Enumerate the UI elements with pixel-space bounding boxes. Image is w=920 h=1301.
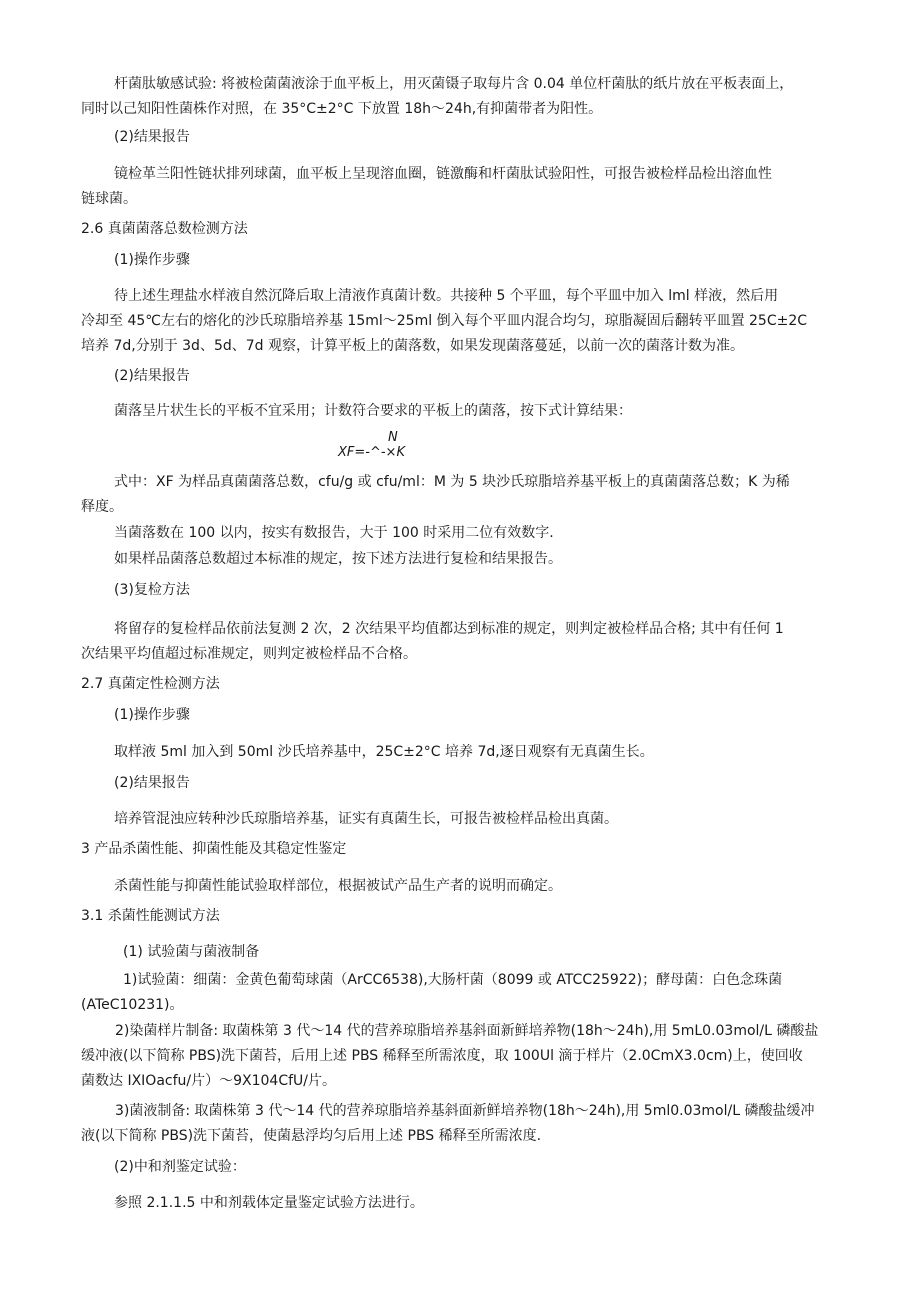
paragraph-line: 菌落呈片状生长的平板不宜采用；计数符合要求的平板上的菌落，按下式计算结果： xyxy=(114,403,632,419)
paragraph-line: 培养管混浊应转种沙氏琼脂培养基，证实有真菌生长，可报告被检样品检出真菌。 xyxy=(114,811,618,827)
subheading: (1)操作步骤 xyxy=(114,707,190,723)
paragraph-line: (ATeC10231)。 xyxy=(81,997,184,1013)
subheading: (1) 试验菌与菌液制备 xyxy=(123,944,260,960)
paragraph-line: 培养 7d,分别于 3d、5d、7d 观察，计算平板上的菌落数，如果发现菌落蔓延，以前一次的菌落计数为准。 xyxy=(81,338,744,354)
subheading: (3)复检方法 xyxy=(114,582,190,598)
section-heading: 3.1 杀菌性能测试方法 xyxy=(81,908,220,924)
paragraph-line: 菌数达 IXIOacfu/片）～9X104CfU/片。 xyxy=(81,1073,337,1089)
paragraph-line: 如果样品菌落总数超过本标准的规定，按下述方法进行复检和结果报告。 xyxy=(114,551,562,567)
paragraph-line: 式中：XF 为样品真菌菌落总数，cfu/g 或 cfu/ml：M 为 5 块沙氏琼脂培养基平板上的真菌菌落总数；K 为稀 xyxy=(114,474,790,490)
paragraph-line: 当菌落数在 100 以内，按实有数报告，大于 100 时采用二位有效数字. xyxy=(114,525,554,541)
formula-numerator: N xyxy=(388,430,398,445)
paragraph-line: 将留存的复检样品依前法复测 2 次，2 次结果平均值都达到标准的规定，则判定被检样品合格; 其中有任何 1 xyxy=(114,621,784,637)
paragraph-line: 参照 2.1.1.5 中和剂载体定量鉴定试验方法进行。 xyxy=(114,1195,424,1211)
paragraph-line: 冷却至 45℃左右的熔化的沙氏琼脂培养基 15ml～25ml 倒入每个平皿内混合均匀，琼脂凝固后翻转平皿置 25C±2C xyxy=(81,313,808,329)
paragraph-line: 同时以己知阳性菌株作对照，在 35°C±2°C 下放置 18h～24h,有抑菌带者为阳性。 xyxy=(81,101,603,117)
formula xyxy=(338,430,408,466)
paragraph-line: 2)染菌样片制备: 取菌株第 3 代～14 代的营养琼脂培养基斜面新鲜培养物(18h～24h),用 5mL0.03mol/L 磷酸盐 xyxy=(115,1023,819,1039)
paragraph-line: 1)试验菌：细菌：金黄色葡萄球菌（ArCC6538),大肠杆菌（8099 或 ATCC25922)；酵母菌：白色念珠菌 xyxy=(123,972,783,988)
section-heading: 2.6 真菌菌落总数检测方法 xyxy=(81,221,248,237)
paragraph-line: 杀菌性能与抑菌性能试验取样部位，根据被试产品生产者的说明而确定。 xyxy=(114,878,562,894)
paragraph-line: 取样液 5ml 加入到 50ml 沙氏培养基中，25C±2°C 培养 7d,逐日观察有无真菌生长。 xyxy=(114,744,654,760)
paragraph-line: 待上述生理盐水样液自然沉降后取上清液作真菌计数。共接种 5 个平皿，每个平皿中加入 lml 样液，然后用 xyxy=(114,288,779,304)
formula-expression: XF=-^-×K xyxy=(338,445,405,460)
paragraph-line: 缓冲液(以下简称 PBS)洗下菌苔，后用上述 PBS 稀释至所需浓度，取 100Ul 滴于样片（2.0CmX3.0cm)上，使回收 xyxy=(81,1048,803,1064)
paragraph-line: 3)菌液制备: 取菌株第 3 代～14 代的营养琼脂培养基斜面新鲜培养物(18h～24h),用 5ml0.03mol/L 磷酸盐缓冲 xyxy=(115,1103,815,1119)
subheading: (2)结果报告 xyxy=(114,775,190,791)
subheading: (2)中和剂鉴定试验： xyxy=(114,1159,246,1175)
paragraph-line: 镜检革兰阳性链状排列球菌，血平板上呈现溶血圈，链激酶和杆菌肽试验阳性，可报告被检样品检出溶血性 xyxy=(114,166,772,182)
paragraph-line: 液(以下简称 PBS)洗下菌苔，使菌悬浮均匀后用上述 PBS 稀释至所需浓度. xyxy=(81,1128,542,1144)
subheading: (1)操作步骤 xyxy=(114,252,190,268)
section-heading: 3 产品杀菌性能、抑菌性能及其稳定性鉴定 xyxy=(81,841,347,857)
paragraph-line: 释度。 xyxy=(81,499,123,515)
paragraph-line: 次结果平均值超过标准规定，则判定被检样品不合格。 xyxy=(81,646,417,662)
paragraph-line: 杆菌肽敏感试验: 将被检菌菌液涂于血平板上，用灭菌镊子取每片含 0.04 单位杆菌肽的纸片放在平板表面上， xyxy=(114,76,794,92)
section-heading: 2.7 真菌定性检测方法 xyxy=(81,676,220,692)
paragraph-line: 链球菌。 xyxy=(81,191,137,207)
subheading: (2)结果报告 xyxy=(114,129,190,145)
subheading: (2)结果报告 xyxy=(114,368,190,384)
